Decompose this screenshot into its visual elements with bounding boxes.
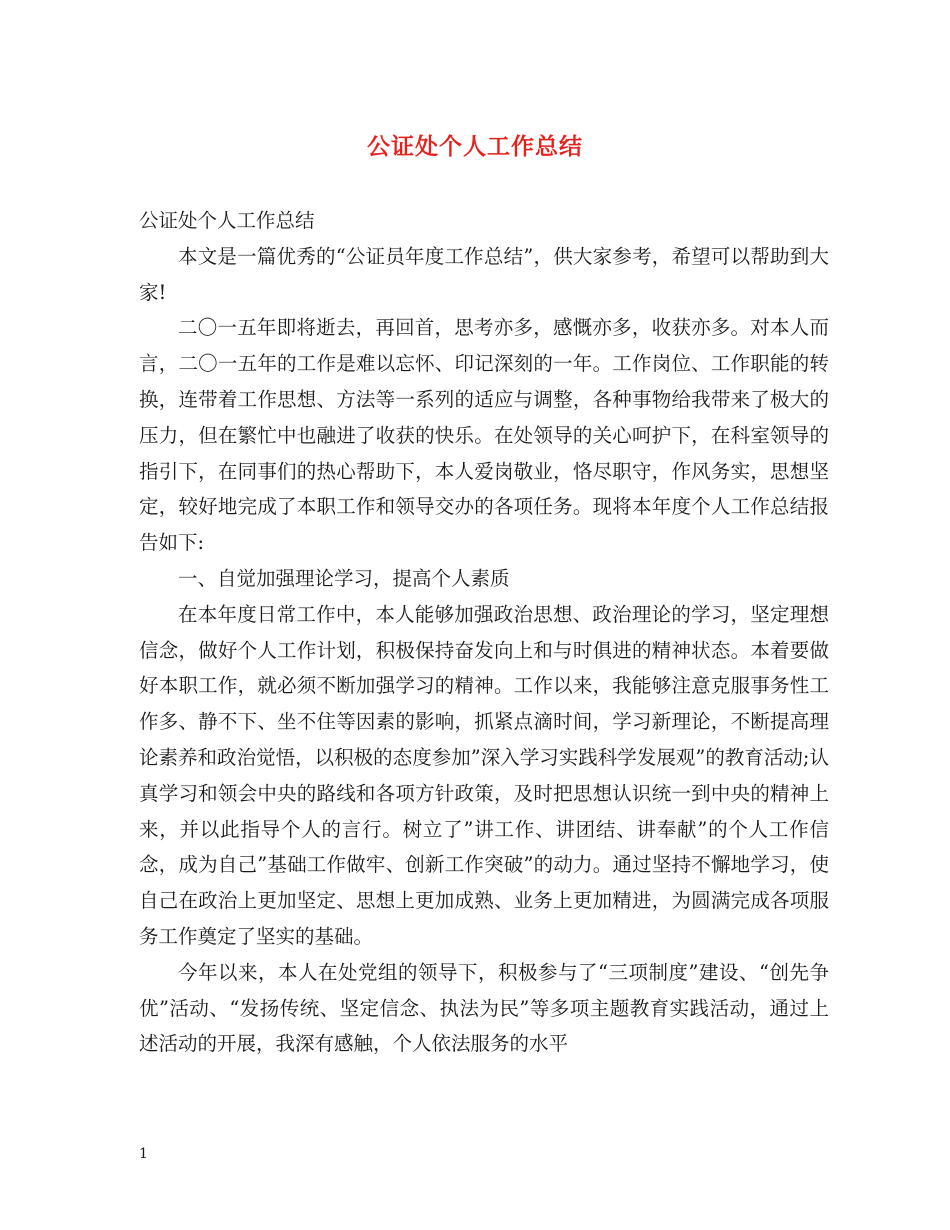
document-title: 公证处个人工作总结 [367,133,583,160]
paragraph-heading: 公证处个人工作总结 [139,209,315,232]
section-heading-theory-study: 一、自觉加强理论学习，提高个人素质 [178,566,510,590]
page-number: 1 [139,1146,148,1162]
paragraph-activities: 今年以来，本人在处党组的领导下，积极参与了“三项制度”建设、“创先争优”活动、“发扬传统、坚定信念、执法为民”等多项主题教育实践活动，通过上述活动的开展，我深有感触，个人依法服务的水平 [139,960,829,1056]
paragraph-overview: 二〇一五年即将逝去，再回首，思考亦多，感慨亦多，收获亦多。对本人而言，二〇一五年的工作是难以忘怀、印记深刻的一年。工作岗位、工作职能的转换，连带着工作思想、方法等一系列的适应与调整，各种事物给我带来了极大的压力，但在繁忙中也融进了收获的快乐。在处领导的关心呵护下，在科室领导的指引下，在同事们的热心帮助下，本人爱岗敬业，恪尽职守，作风务实，思想坚定，较好地完成了本职工作和领导交办的各项任务。现将本年度个人工作总结报告如下: [139,316,829,555]
document-body [139,203,829,1062]
paragraph-theory-study: 在本年度日常工作中，本人能够加强政治思想、政治理论的学习，坚定理想信念，做好个人工作计划，积极保持奋发向上和与时俱进的精神状态。本着要做好本职工作，就必须不断加强学习的精神。工作以来，我能够注意克服事务性工作多、静不下、坐不住等因素的影响，抓紧点滴时间，学习新理论，不断提高理论素养和政治觉悟，以积极的态度参加”深入学习实践科学发展观”的教育活动;认真学习和领会中央的路线和各项方针政策，及时把思想认识统一到中央的精神上来，并以此指导个人的言行。树立了”讲工作、讲团结、讲奉献”的个人工作信念，成为自己”基础工作做牢、创新工作突破”的动力。通过坚持不懈地学习，使自己在政治上更加坚定、思想上更加成熟、业务上更加精进，为圆满完成各项服务工作奠定了坚实的基础。 [139,602,829,948]
paragraph-intro: 本文是一篇优秀的“公证员年度工作总结”，供大家参考，希望可以帮助到大家! [139,244,829,304]
